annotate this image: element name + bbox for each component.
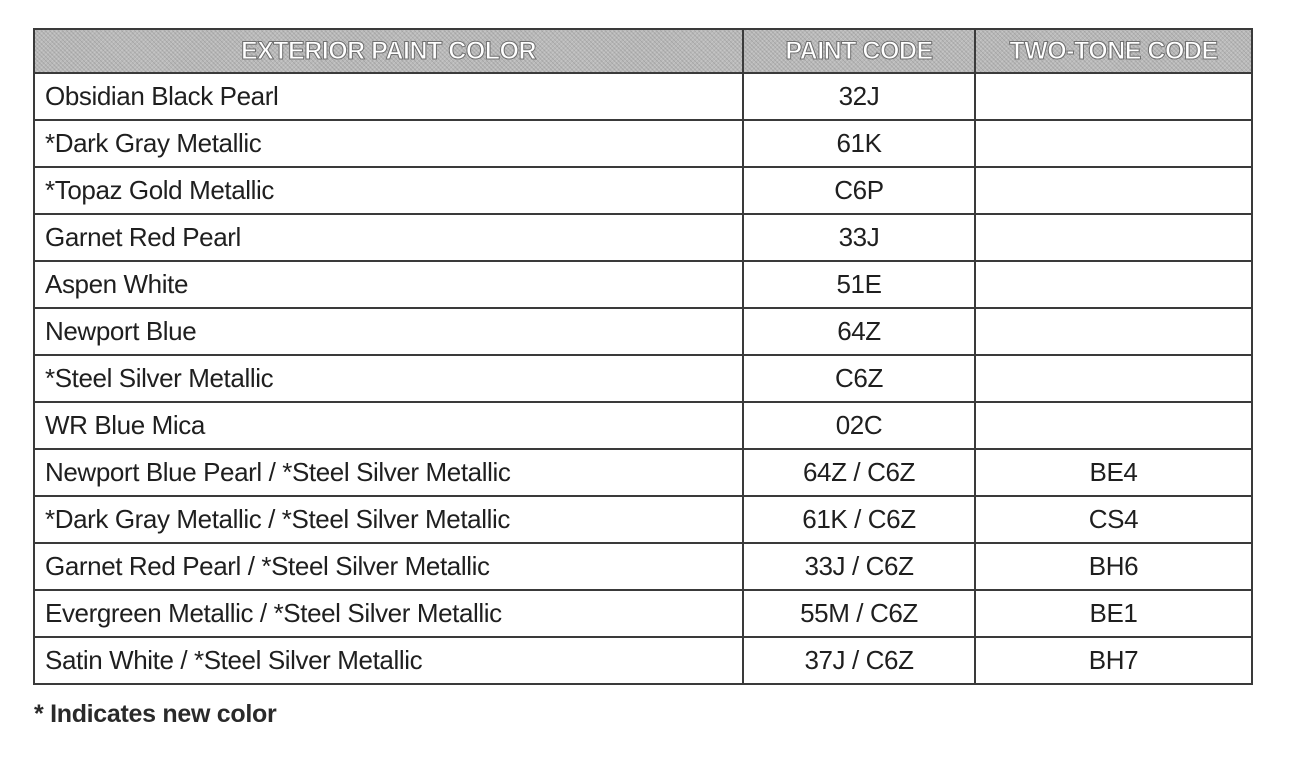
table-header [34,29,1252,73]
color-name-cell: *Dark Gray Metallic [34,120,743,167]
header-row [34,29,1252,73]
two-tone-code-cell [975,167,1252,214]
new-color-footnote: * Indicates new color [34,700,277,728]
table-row [34,449,1252,496]
header-two-tone-code: TWO-TONE CODE [975,29,1252,73]
color-name-cell: Obsidian Black Pearl [34,73,743,120]
table-row [34,496,1252,543]
paint-code-cell: 02C [743,402,975,449]
table-row [34,120,1252,167]
paint-code-table [33,28,1253,685]
color-name-cell: Newport Blue [34,308,743,355]
paint-code-cell: 37J / C6Z [743,637,975,684]
color-name-cell: Evergreen Metallic / *Steel Silver Metallic [34,590,743,637]
two-tone-code-cell: BE1 [975,590,1252,637]
table-row [34,308,1252,355]
table-row [34,590,1252,637]
color-name-cell: Newport Blue Pearl / *Steel Silver Metallic [34,449,743,496]
color-name-cell: Aspen White [34,261,743,308]
table-row [34,167,1252,214]
color-name-cell: Garnet Red Pearl / *Steel Silver Metallic [34,543,743,590]
paint-color-chart [33,28,1253,685]
table-row [34,543,1252,590]
paint-code-cell: 33J / C6Z [743,543,975,590]
table-row [34,402,1252,449]
two-tone-code-cell: CS4 [975,496,1252,543]
header-paint-code: PAINT CODE [743,29,975,73]
table-row [34,355,1252,402]
table-row [34,637,1252,684]
two-tone-code-cell: BH6 [975,543,1252,590]
color-name-cell: *Topaz Gold Metallic [34,167,743,214]
paint-code-cell: 61K [743,120,975,167]
table-row [34,261,1252,308]
two-tone-code-cell [975,214,1252,261]
two-tone-code-cell [975,402,1252,449]
two-tone-code-cell: BE4 [975,449,1252,496]
paint-code-cell: 51E [743,261,975,308]
header-exterior-paint-color: EXTERIOR PAINT COLOR [34,29,743,73]
color-name-cell: WR Blue Mica [34,402,743,449]
paint-code-cell: C6Z [743,355,975,402]
two-tone-code-cell: BH7 [975,637,1252,684]
two-tone-code-cell [975,308,1252,355]
paint-code-cell: 61K / C6Z [743,496,975,543]
color-name-cell: *Dark Gray Metallic / *Steel Silver Metallic [34,496,743,543]
paint-code-cell: 55M / C6Z [743,590,975,637]
color-name-cell: Satin White / *Steel Silver Metallic [34,637,743,684]
color-name-cell: *Steel Silver Metallic [34,355,743,402]
table-row [34,73,1252,120]
two-tone-code-cell [975,355,1252,402]
two-tone-code-cell [975,120,1252,167]
table-body [34,73,1252,684]
table-row [34,214,1252,261]
two-tone-code-cell [975,261,1252,308]
two-tone-code-cell [975,73,1252,120]
paint-code-cell: C6P [743,167,975,214]
paint-code-cell: 64Z [743,308,975,355]
paint-code-cell: 33J [743,214,975,261]
paint-code-cell: 64Z / C6Z [743,449,975,496]
paint-code-cell: 32J [743,73,975,120]
color-name-cell: Garnet Red Pearl [34,214,743,261]
